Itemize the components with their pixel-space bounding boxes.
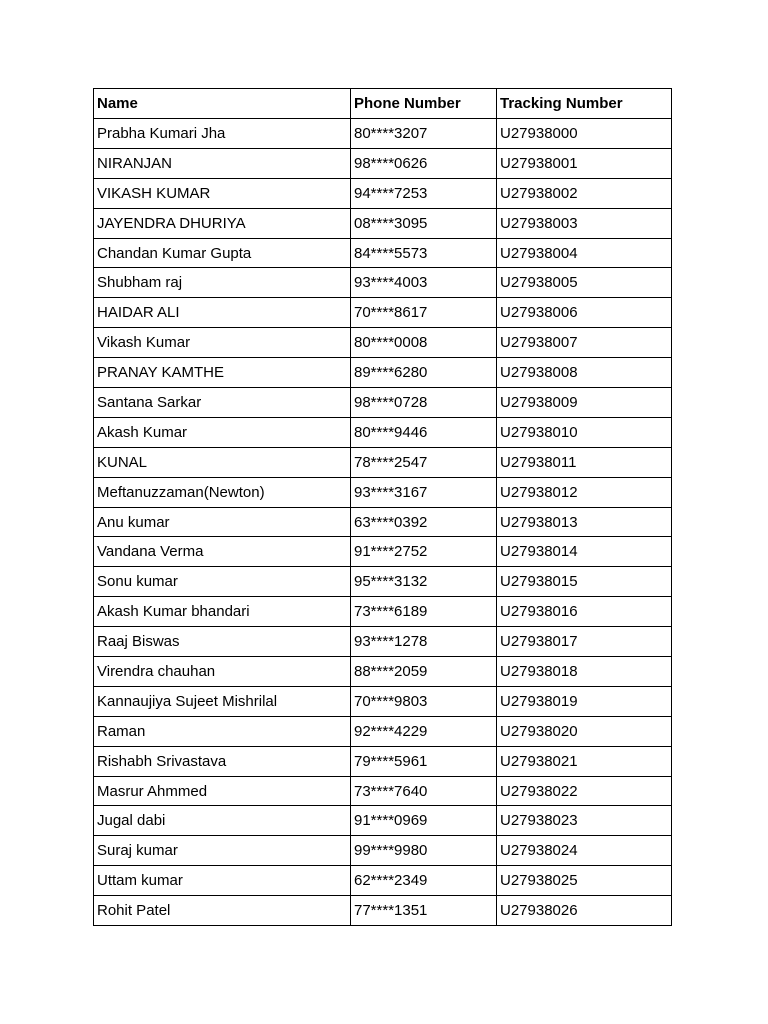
cell-name: VIKASH KUMAR: [94, 178, 351, 208]
cell-tracking-number: U27938007: [497, 328, 672, 358]
cell-tracking-number: U27938018: [497, 657, 672, 687]
cell-tracking-number: U27938012: [497, 477, 672, 507]
cell-phone-number: 78****2547: [351, 447, 497, 477]
table-row: [94, 238, 672, 268]
table-row: [94, 298, 672, 328]
table-row: [94, 507, 672, 537]
cell-phone-number: 08****3095: [351, 208, 497, 238]
cell-tracking-number: U27938024: [497, 836, 672, 866]
cell-tracking-number: U27938022: [497, 776, 672, 806]
cell-name: Uttam kumar: [94, 866, 351, 896]
cell-name: HAIDAR ALI: [94, 298, 351, 328]
cell-phone-number: 70****8617: [351, 298, 497, 328]
cell-tracking-number: U27938023: [497, 806, 672, 836]
header-phone-number: Phone Number: [351, 89, 497, 119]
cell-tracking-number: U27938016: [497, 597, 672, 627]
cell-name: Kannaujiya Sujeet Mishrilal: [94, 686, 351, 716]
cell-phone-number: 89****6280: [351, 358, 497, 388]
cell-name: Shubham raj: [94, 268, 351, 298]
cell-tracking-number: U27938011: [497, 447, 672, 477]
cell-name: NIRANJAN: [94, 148, 351, 178]
table-row: [94, 358, 672, 388]
cell-phone-number: 93****3167: [351, 477, 497, 507]
table-row: [94, 776, 672, 806]
table-row: [94, 746, 672, 776]
cell-name: Masrur Ahmmed: [94, 776, 351, 806]
table-row: [94, 657, 672, 687]
table-row: [94, 806, 672, 836]
cell-name: Vandana Verma: [94, 537, 351, 567]
cell-name: Chandan Kumar Gupta: [94, 238, 351, 268]
cell-name: Rishabh Srivastava: [94, 746, 351, 776]
cell-name: PRANAY KAMTHE: [94, 358, 351, 388]
cell-tracking-number: U27938006: [497, 298, 672, 328]
table-row: [94, 627, 672, 657]
cell-name: Virendra chauhan: [94, 657, 351, 687]
table-row: [94, 148, 672, 178]
cell-tracking-number: U27938013: [497, 507, 672, 537]
cell-tracking-number: U27938003: [497, 208, 672, 238]
cell-name: Sonu kumar: [94, 567, 351, 597]
cell-phone-number: 98****0728: [351, 388, 497, 418]
cell-tracking-number: U27938015: [497, 567, 672, 597]
cell-name: JAYENDRA DHURIYA: [94, 208, 351, 238]
cell-phone-number: 77****1351: [351, 896, 497, 926]
cell-name: Raman: [94, 716, 351, 746]
header-tracking-number: Tracking Number: [497, 89, 672, 119]
table-row: [94, 447, 672, 477]
tracking-sheet: [93, 88, 671, 926]
cell-name: Jugal dabi: [94, 806, 351, 836]
cell-name: Rohit Patel: [94, 896, 351, 926]
table-row: [94, 686, 672, 716]
table-row: [94, 268, 672, 298]
table-row: [94, 567, 672, 597]
table-row: [94, 328, 672, 358]
cell-tracking-number: U27938021: [497, 746, 672, 776]
cell-tracking-number: U27938017: [497, 627, 672, 657]
cell-phone-number: 73****6189: [351, 597, 497, 627]
cell-name: KUNAL: [94, 447, 351, 477]
cell-name: Meftanuzzaman(Newton): [94, 477, 351, 507]
cell-tracking-number: U27938010: [497, 417, 672, 447]
cell-phone-number: 80****0008: [351, 328, 497, 358]
table-row: [94, 537, 672, 567]
cell-phone-number: 98****0626: [351, 148, 497, 178]
cell-name: Akash Kumar: [94, 417, 351, 447]
table-row: [94, 477, 672, 507]
cell-phone-number: 80****3207: [351, 119, 497, 149]
cell-name: Santana Sarkar: [94, 388, 351, 418]
table-row: [94, 896, 672, 926]
table-row: [94, 836, 672, 866]
cell-phone-number: 84****5573: [351, 238, 497, 268]
cell-phone-number: 80****9446: [351, 417, 497, 447]
cell-phone-number: 94****7253: [351, 178, 497, 208]
cell-name: Raaj Biswas: [94, 627, 351, 657]
table-row: [94, 208, 672, 238]
cell-tracking-number: U27938026: [497, 896, 672, 926]
cell-tracking-number: U27938001: [497, 148, 672, 178]
cell-phone-number: 95****3132: [351, 567, 497, 597]
cell-phone-number: 99****9980: [351, 836, 497, 866]
table-row: [94, 716, 672, 746]
table-body: [94, 119, 672, 926]
cell-phone-number: 73****7640: [351, 776, 497, 806]
cell-tracking-number: U27938019: [497, 686, 672, 716]
cell-phone-number: 70****9803: [351, 686, 497, 716]
cell-name: Anu kumar: [94, 507, 351, 537]
cell-phone-number: 63****0392: [351, 507, 497, 537]
cell-phone-number: 91****0969: [351, 806, 497, 836]
cell-phone-number: 92****4229: [351, 716, 497, 746]
cell-phone-number: 93****1278: [351, 627, 497, 657]
table-row: [94, 866, 672, 896]
table-header-row: [94, 89, 672, 119]
tracking-table: [93, 88, 672, 926]
cell-tracking-number: U27938005: [497, 268, 672, 298]
table-row: [94, 417, 672, 447]
cell-tracking-number: U27938014: [497, 537, 672, 567]
table-row: [94, 178, 672, 208]
cell-phone-number: 91****2752: [351, 537, 497, 567]
cell-phone-number: 88****2059: [351, 657, 497, 687]
cell-tracking-number: U27938008: [497, 358, 672, 388]
table-row: [94, 119, 672, 149]
cell-phone-number: 93****4003: [351, 268, 497, 298]
cell-tracking-number: U27938000: [497, 119, 672, 149]
cell-tracking-number: U27938020: [497, 716, 672, 746]
cell-phone-number: 79****5961: [351, 746, 497, 776]
table-row: [94, 388, 672, 418]
cell-tracking-number: U27938004: [497, 238, 672, 268]
cell-tracking-number: U27938009: [497, 388, 672, 418]
table-row: [94, 597, 672, 627]
cell-name: Suraj kumar: [94, 836, 351, 866]
cell-name: Prabha Kumari Jha: [94, 119, 351, 149]
cell-tracking-number: U27938002: [497, 178, 672, 208]
cell-name: Vikash Kumar: [94, 328, 351, 358]
cell-name: Akash Kumar bhandari: [94, 597, 351, 627]
header-name: Name: [94, 89, 351, 119]
cell-tracking-number: U27938025: [497, 866, 672, 896]
cell-phone-number: 62****2349: [351, 866, 497, 896]
